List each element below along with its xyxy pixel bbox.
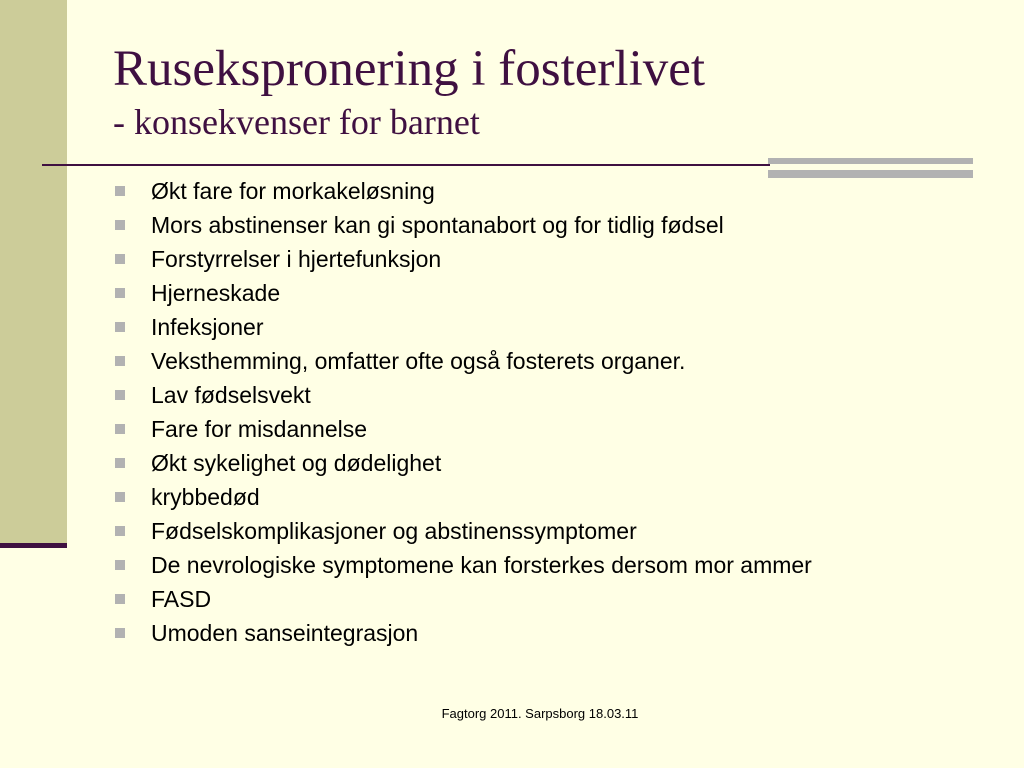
bullet-item [113, 315, 913, 340]
square-bullet-icon [115, 322, 125, 332]
accent-bar-bottom [768, 170, 973, 178]
bullet-text: Fødselskomplikasjoner og abstinenssymptomer [151, 518, 637, 544]
bullet-text: Økt sykelighet og dødelighet [151, 450, 442, 476]
bullet-text: Fare for misdannelse [151, 416, 368, 442]
square-bullet-icon [115, 186, 125, 196]
bullet-item [113, 485, 913, 510]
slide-footer: Fagtorg 2011. Sarpsborg 18.03.11 [441, 706, 639, 721]
bullet-text: Økt fare for morkakeløsning [151, 178, 435, 204]
accent-bar-top [768, 158, 973, 164]
square-bullet-icon [115, 560, 125, 570]
bullet-item [113, 281, 913, 306]
bullet-text: Mors abstinenser kan gi spontanabort og for tidlig fødsel [151, 212, 724, 238]
slide-title: Rusekspronering i fosterlivet [113, 41, 706, 97]
square-bullet-icon [115, 254, 125, 264]
bullet-text: Hjerneskade [151, 280, 281, 306]
bullet-text: krybbedød [151, 484, 260, 510]
bullet-item [113, 247, 913, 272]
bullet-item [113, 587, 913, 612]
square-bullet-icon [115, 594, 125, 604]
bullet-item [113, 553, 913, 578]
bullet-text: FASD [151, 586, 212, 612]
square-bullet-icon [115, 288, 125, 298]
bullet-text: De nevrologiske symptomene kan forsterkes dersom mor ammer [151, 552, 812, 578]
square-bullet-icon [115, 356, 125, 366]
title-divider [42, 164, 770, 166]
square-bullet-icon [115, 424, 125, 434]
side-decor-rule [0, 543, 67, 548]
bullet-item [113, 179, 913, 204]
square-bullet-icon [115, 492, 125, 502]
square-bullet-icon [115, 458, 125, 468]
bullet-item [113, 519, 913, 544]
slide-subtitle: - konsekvenser for barnet [113, 102, 480, 142]
bullet-item [113, 451, 913, 476]
bullet-item [113, 349, 913, 374]
side-decor-bar [0, 0, 67, 544]
square-bullet-icon [115, 526, 125, 536]
bullet-text: Lav fødselsvekt [151, 382, 311, 408]
bullet-text: Umoden sanseintegrasjon [151, 620, 419, 646]
bullet-list [113, 179, 913, 655]
bullet-item [113, 383, 913, 408]
bullet-item [113, 213, 913, 238]
square-bullet-icon [115, 628, 125, 638]
square-bullet-icon [115, 220, 125, 230]
bullet-item [113, 417, 913, 442]
bullet-text: Veksthemming, omfatter ofte også fosterets organer. [151, 348, 686, 374]
bullet-item [113, 621, 913, 646]
square-bullet-icon [115, 390, 125, 400]
slide-title-block [113, 40, 993, 142]
bullet-text: Infeksjoner [151, 314, 264, 340]
bullet-text: Forstyrrelser i hjertefunksjon [151, 246, 442, 272]
